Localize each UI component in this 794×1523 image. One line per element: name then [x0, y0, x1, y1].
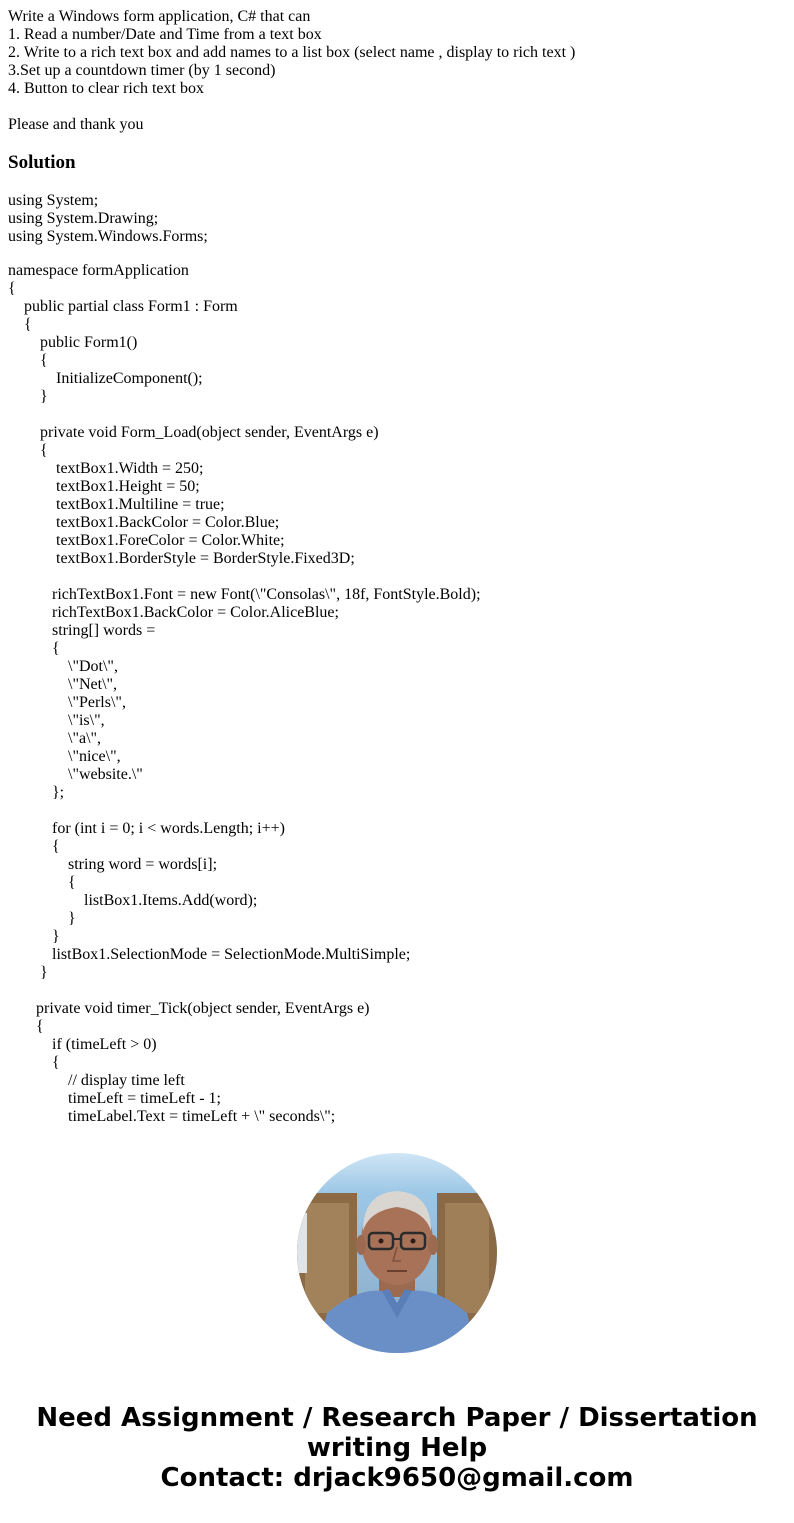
code-line: timeLeft = timeLeft - 1; [8, 1090, 221, 1107]
using-line: using System.Windows.Forms; [8, 228, 208, 245]
code-line: { [8, 1018, 44, 1035]
using-line: using System.Drawing; [8, 210, 159, 227]
code-line: \"website.\" [8, 766, 143, 783]
question-block [8, 8, 786, 134]
code-line: { [8, 280, 16, 297]
code-line: textBox1.BackColor = Color.Blue; [8, 514, 280, 531]
blank-line [8, 568, 786, 586]
using-line: using System; [8, 192, 99, 209]
code-line: \"nice\", [8, 748, 121, 765]
code-line: { [8, 352, 48, 369]
code-line: private void timer_Tick(object sender, EventArgs e) [8, 1000, 370, 1017]
code-line: namespace formApplication [8, 262, 189, 279]
code-line: { [8, 442, 48, 459]
code-line: \"a\", [8, 730, 102, 747]
blank-line [8, 98, 786, 116]
code-line: richTextBox1.Font = new Font(\"Consolas\", 18f, FontStyle.Bold); [8, 586, 481, 603]
code-line: } [8, 964, 48, 981]
code-line: private void Form_Load(object sender, EventArgs e) [8, 424, 379, 441]
code-line: public Form1() [8, 334, 138, 351]
blank-line [8, 802, 786, 820]
code-line: textBox1.ForeColor = Color.White; [8, 532, 285, 549]
blank-line [8, 406, 786, 424]
code-line: { [8, 1054, 60, 1071]
solution-title: Solution [8, 152, 76, 173]
code-line: \"Perls\", [8, 694, 126, 711]
code-line: string word = words[i]; [8, 856, 218, 873]
code-line: richTextBox1.BackColor = Color.AliceBlue; [8, 604, 339, 621]
code-line: for (int i = 0; i < words.Length; i++) [8, 820, 285, 837]
code-line: \"is\", [8, 712, 105, 729]
code-line: { [8, 838, 60, 855]
code-line: \"Dot\", [8, 658, 118, 675]
question-closing: Please and thank you [8, 116, 144, 133]
question-line: 2. Write to a rich text box and add names to a list box (select name , display to rich text ) [8, 44, 576, 61]
code-line: { [8, 874, 76, 891]
question-line: 4. Button to clear rich text box [8, 80, 204, 97]
code-line: } [8, 910, 76, 927]
blank-line [8, 982, 786, 1000]
code-line: textBox1.BorderStyle = BorderStyle.Fixed3D; [8, 550, 355, 567]
code-line: { [8, 316, 32, 333]
person-portrait-icon [297, 1153, 497, 1353]
code-line: listBox1.SelectionMode = SelectionMode.MultiSimple; [8, 946, 411, 963]
usings-block [8, 192, 786, 246]
code-line: // display time left [8, 1072, 185, 1089]
question-line: Write a Windows form application, C# that can [8, 8, 311, 25]
author-avatar [297, 1153, 497, 1353]
question-line: 1. Read a number/Date and Time from a text box [8, 26, 322, 43]
question-line: 3.Set up a countdown timer (by 1 second) [8, 62, 276, 79]
code-line: InitializeComponent(); [8, 370, 203, 387]
promo-line-2: writing Help [306, 1433, 488, 1463]
code-line: public partial class Form1 : Form [8, 298, 238, 315]
promo-line-1: Need Assignment / Research Paper / Dissertation [36, 1403, 758, 1433]
code-line: } [8, 928, 60, 945]
code-line: \"Net\", [8, 676, 118, 693]
promo-banner [0, 1403, 794, 1493]
code-line: }; [8, 784, 65, 801]
code-line: { [8, 640, 60, 657]
code-line: textBox1.Multiline = true; [8, 496, 225, 513]
code-line: textBox1.Height = 50; [8, 478, 200, 495]
code-line: string[] words = [8, 622, 156, 639]
code-line: listBox1.Items.Add(word); [8, 892, 258, 909]
document-body [8, 8, 786, 1126]
code-line: textBox1.Width = 250; [8, 460, 204, 477]
code-line: } [8, 388, 48, 405]
promo-contact: Contact: drjack9650@gmail.com [160, 1463, 634, 1493]
code-line: timeLabel.Text = timeLeft + \" seconds\"; [8, 1108, 336, 1125]
code-block [8, 262, 786, 1126]
code-line: if (timeLeft > 0) [8, 1036, 157, 1053]
